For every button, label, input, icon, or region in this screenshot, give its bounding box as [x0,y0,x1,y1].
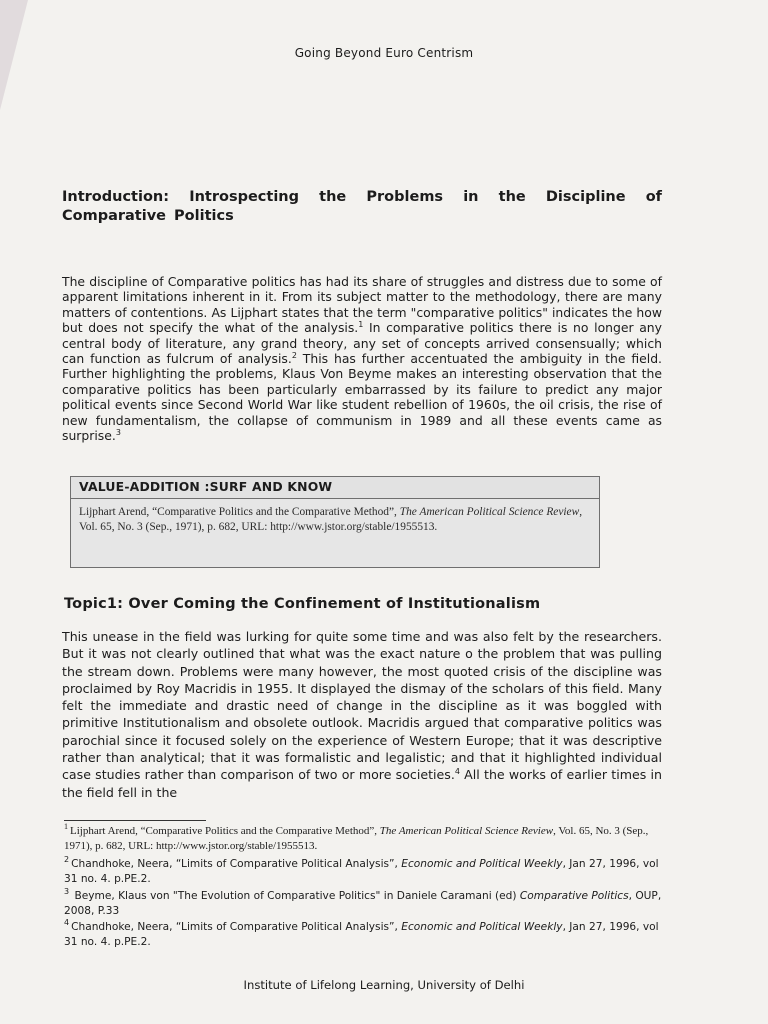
footnote-2: $^2$ Chandhoke, Neera, “Limits of Comparative Political Analysis”, Economic and Political Weekly, Jan 27, 1996, vol 31 no. 4. p.PE.2. [64,855,659,885]
value-addition-heading: VALUE-ADDITION :SURF AND KNOW [71,477,599,499]
value-addition-box [70,476,600,568]
footnote-1: $^1$ Lijphart Arend, “Comparative Politics and the Comparative Method”, The American Political Science Review, Vol. 65, No. 3 (Sep., 1971), p. 682, URL: http://www.jstor.org/stable/1955513. [64,822,649,852]
value-addition-reference: Lijphart Arend, “Comparative Politics and the Comparative Method”, The American Political Science Review, Vol. 65, No. 3 (Sep., 1971), p. 682, URL: http://www.jstor.org/stable/1955513. [79,506,583,533]
intro-paragraph: The discipline of Comparative politics has had its share of struggles and distress due to some of apparent limitations inherent in it. From its subject matter to the methodology, there are many matters of contentions. As Lijphart states that the term "comparative politics" indicates the how but does not specify the what of the analysis.$^1$ In comparative politics there is no longer any central body of literature, any grand theory, any set of concepts arrived consensually; which can function as fulcrum of analysis.$^2$ This has further accentuated the ambiguity in the field. Further highlighting the problems, Klaus Von Beyme makes an interesting observation that the comparative politics has been particularly embarrassed by its failure to predict any major political events since Second World War like student rebellion of 1960s, the oil crisis, the rise of new fundamentalism, the collapse of communism in 1989 and all these events came as surprise.$^3$ [62,274,662,444]
footnote-ref-3: 3 [115,427,121,437]
topic-heading: Topic1: Over Coming the Confinement of Institutionalism [64,596,541,612]
footnote-divider [64,820,206,821]
footnote-ref-1: 1 [358,320,364,330]
topic-paragraph: This unease in the field was lurking for quite some time and was also felt by the researchers. But it was not clearly outlined that what was the exact nature o the problem that was pulling the stream down. Problems were many however, the most quoted crisis of the discipline was proclaimed by Roy Macridis in 1955. It displayed the dismay of the scholars of this field. Many felt the immediate and drastic need of change in the discipline as it was boggled with primitive Institutionalism and obsolete outlook. Macridis argued that comparative politics was parochial since it focused solely on the experience of Western Europe; that it was descriptive rather than analytical; that it was formalistic and legalistic; and that it highlighted individual case studies rather than comparison of two or more societies.$^4$ All the works of earlier times in the field fell in the [62,629,662,800]
running-head: Going Beyond Euro Centrism [294,46,474,60]
section-title: Introduction: Introspecting the Problems in the Discipline of Comparative Politics [62,189,662,224]
page-footer: Institute of Lifelong Learning, University of Delhi [243,978,525,992]
footnote-ref-2: 2 [291,350,297,360]
footnote-4: $^4$ Chandhoke, Neera, “Limits of Comparative Political Analysis”, Economic and Political Weekly, Jan 27, 1996, vol 31 no. 4. p.PE.2. [64,918,659,948]
footnote-ref-4: 4 [454,767,460,777]
footnote-3: $^3$ Beyme, Klaus von "The Evolution of Comparative Politics" in Daniele Caramani (ed) Comparative Politics, OUP, 2008, P.33 [64,887,662,917]
